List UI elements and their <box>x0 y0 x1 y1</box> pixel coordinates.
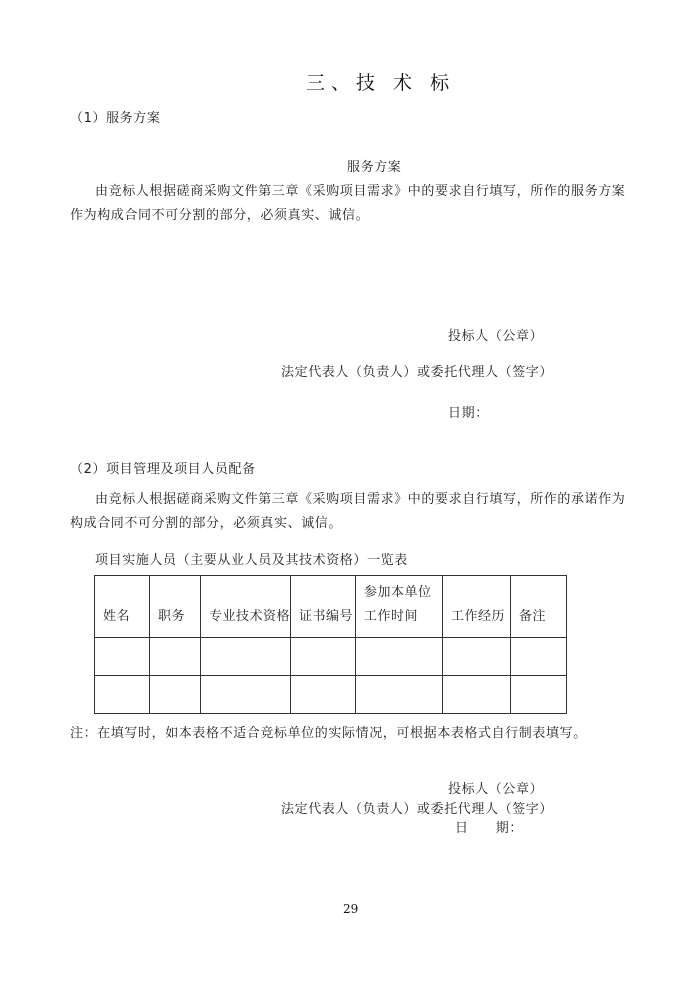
section1-signature-representative: 法定代表人（负责人）或委托代理人（签字） <box>281 365 554 380</box>
section2-signature-representative: 法定代表人（负责人）或委托代理人（签字） <box>281 802 554 817</box>
table-cell[interactable] <box>291 638 356 676</box>
header-work-start-line1: 参加本单位 <box>364 585 432 600</box>
section2-heading: （2）项目管理及项目人员配备 <box>70 462 256 477</box>
section1-signature-date: 日期： <box>448 406 489 421</box>
section1-heading: （1）服务方案 <box>70 111 161 126</box>
table-cell[interactable] <box>511 676 567 714</box>
section2-paragraph-line2: 构成合同不可分割的部分，必须真实、诚信。 <box>70 516 343 531</box>
section1-subtitle: 服务方案 <box>347 160 402 175</box>
header-certificate-no: 证书编号 <box>291 576 356 638</box>
table-cell[interactable] <box>511 638 567 676</box>
table-row <box>95 638 567 676</box>
table-header-row <box>95 576 567 638</box>
header-work-start-line2: 工作时间 <box>364 609 419 624</box>
section1-signature-bidder: 投标人（公章） <box>448 329 544 344</box>
section1-paragraph-line1: 由竞标人根据磋商采购文件第三章《采购项目需求》中的要求自行填写，所作的服务方案 <box>95 184 626 199</box>
section1-paragraph-line2: 作为构成合同不可分割的部分，必须真实、诚信。 <box>70 208 370 223</box>
header-experience: 工作经历 <box>443 576 511 638</box>
header-name: 姓名 <box>95 576 150 638</box>
table-cell[interactable] <box>443 676 511 714</box>
table-cell[interactable] <box>95 638 150 676</box>
table-cell[interactable] <box>356 676 443 714</box>
header-work-start <box>356 576 443 638</box>
table-cell[interactable] <box>356 638 443 676</box>
header-position: 职务 <box>150 576 201 638</box>
table-cell[interactable] <box>443 638 511 676</box>
section2-paragraph-line1: 由竞标人根据磋商采购文件第三章《采购项目需求》中的要求自行填写，所作的承诺作为 <box>95 492 626 507</box>
header-qualification: 专业技术资格 <box>201 576 291 638</box>
table-cell[interactable] <box>150 638 201 676</box>
table-cell[interactable] <box>95 676 150 714</box>
page-number: 29 <box>343 902 359 916</box>
table-cell[interactable] <box>150 676 201 714</box>
table-note: 注：在填写时，如本表格不适合竞标单位的实际情况，可根据本表格式自行制表填写。 <box>70 726 587 741</box>
table-cell[interactable] <box>291 676 356 714</box>
page-title: 三、技 术 标 <box>306 72 456 94</box>
header-remarks: 备注 <box>511 576 567 638</box>
section2-signature-bidder: 投标人（公章） <box>448 782 544 797</box>
table-cell[interactable] <box>201 676 291 714</box>
section2-signature-date: 日 期： <box>455 821 524 836</box>
table-caption: 项目实施人员（主要从业人员及其技术资格）一览表 <box>95 553 408 568</box>
staff-table <box>94 575 567 714</box>
table-row <box>95 676 567 714</box>
table-cell[interactable] <box>201 638 291 676</box>
